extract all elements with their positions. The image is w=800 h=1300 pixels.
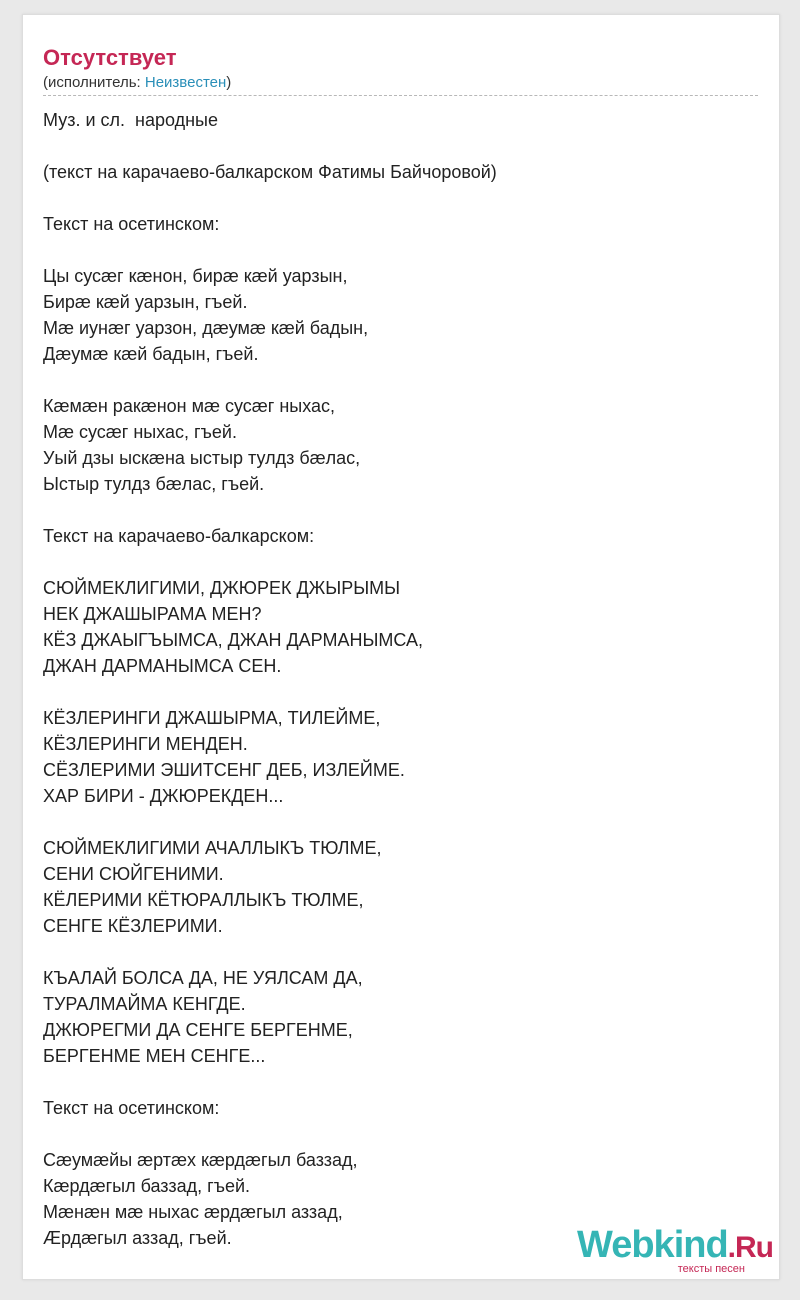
lyric-line: Текст на осетинском: [43,1098,220,1118]
lyric-line: Муз. и сл. народные [43,110,218,130]
lyric-line: Мæ иунæг уарзон, дæумæ кæй бадын, [43,318,369,338]
lyric-line: (текст на карачаево-балкарском Фатимы Байчоровой) [43,162,497,182]
lyric-line: Бирæ кæй уарзын, гъей. [43,292,248,312]
site-logo[interactable] [577,1225,773,1275]
lyric-line [43,1121,758,1147]
lyric-line: СЁЗЛЕРИМИ ЭШИТСЕНГ ДЕБ, ИЗЛЕЙМЕ. [43,760,405,780]
lyric-line [43,809,758,835]
lyric-line: Текст на карачаево-балкарском: [43,526,315,546]
lyrics-card [22,14,780,1280]
lyric-line: СЕНГЕ КЁЗЛЕРИМИ. [43,916,223,936]
lyric-line: ДЖАН ДАРМАНЫМСА СЕН. [43,656,282,676]
lyric-line: КЁЛЕРИМИ КЁТЮРАЛЛЫКЪ ТЮЛМЕ, [43,890,364,910]
artist-link[interactable]: Неизвестен [144,74,227,91]
lyric-line: СЕНИ СЮЙГЕНИМИ. [43,864,224,884]
lyric-line: ХАР БИРИ - ДЖЮРЕКДЕН... [43,786,284,806]
song-title: Отсутствует [43,45,177,70]
lyric-line: Текст на осетинском: [43,214,220,234]
lyric-line [43,679,758,705]
artist-line [43,73,758,96]
lyric-line: КЁЗ ДЖАЫГЪЫМСА, ДЖАН ДАРМАНЫМСА, [43,630,424,650]
artist-prefix: (исполнитель: [43,74,145,91]
lyric-line [43,367,758,393]
lyric-line: Сæумæйы æртæх кæрдæгыл баззад, [43,1150,358,1170]
logo-tagline: тексты песен [677,1263,745,1275]
lyric-line: КЁЗЛЕРИНГИ ДЖАШЫРМА, ТИЛЕЙМЕ, [43,708,381,728]
lyric-line: ДЖЮРЕГМИ ДА СЕНГЕ БЕРГЕНМЕ, [43,1020,353,1040]
song-header [43,45,758,96]
lyric-line: Мæнæн мæ ныхас æрдæгыл аззад, [43,1202,343,1222]
lyric-line: КЪАЛАЙ БОЛСА ДА, НЕ УЯЛСАМ ДА, [43,968,363,988]
lyric-line: Цы сусæг кæнон, бирæ кæй уарзын, [43,266,348,286]
lyric-line: Уый дзы ыскæна ыстыр тулдз бæлас, [43,448,361,468]
lyric-line: БЕРГЕНМЕ МЕН СЕНГЕ... [43,1046,266,1066]
logo-brand: Webkind [577,1224,728,1266]
lyric-line: Кæрдæгыл баззад, гъей. [43,1176,251,1196]
lyric-line [43,133,758,159]
lyric-line: Мæ сусæг ныхас, гъей. [43,422,237,442]
lyric-line [43,497,758,523]
lyric-line [43,237,758,263]
lyric-line [43,549,758,575]
lyric-line [43,1069,758,1095]
lyric-line: Дæумæ кæй бадын, гъей. [43,344,259,364]
lyric-line [43,939,758,965]
lyric-line: Кæмæн ракæнон мæ сусæг ныхас, [43,396,336,416]
lyric-line: Æрдæгыл аззад, гъей. [43,1228,232,1248]
artist-suffix: ) [226,74,232,91]
lyric-line: НЕК ДЖАШЫРАМА МЕН? [43,604,262,624]
logo-wordmark [577,1225,773,1268]
logo-tld: .Ru [727,1231,773,1264]
lyric-line: СЮЙМЕКЛИГИМИ, ДЖЮРЕК ДЖЫРЫМЫ [43,578,401,598]
lyric-line: КЁЗЛЕРИНГИ МЕНДЕН. [43,734,248,754]
lyric-line: ТУРАЛМАЙМА КЕНГДЕ. [43,994,246,1014]
lyric-line: СЮЙМЕКЛИГИМИ АЧАЛЛЫКЪ ТЮЛМЕ, [43,838,382,858]
lyric-line: Ыстыр тулдз бæлас, гъей. [43,474,265,494]
lyrics-body [43,107,758,1251]
lyric-line [43,185,758,211]
